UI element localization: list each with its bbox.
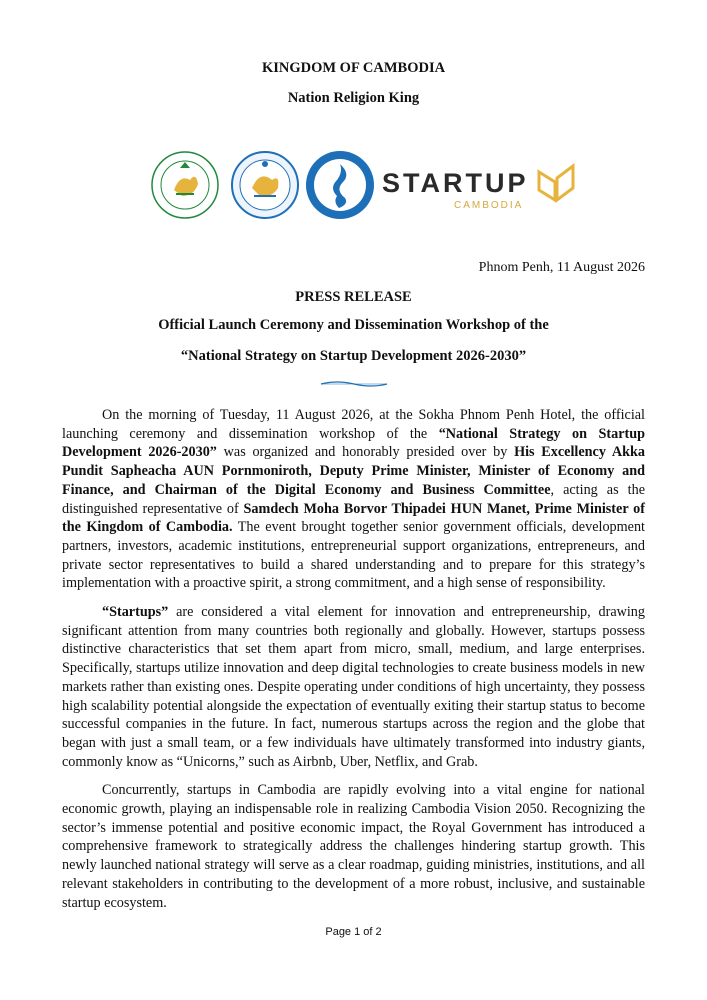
ministry-economy-finance-logo xyxy=(150,150,220,220)
startup-leaf-icon xyxy=(535,162,577,204)
date-line: Phnom Penh, 11 August 2026 xyxy=(478,260,645,275)
startup-wordmark: STARTUP xyxy=(382,167,529,198)
title-line-1: Official Launch Ceremony and Dissemination Workshop of the xyxy=(158,317,549,333)
ministry-seal-logo xyxy=(230,150,300,220)
paragraph-2: “Startups” are considered a vital element for innovation and entrepreneurship, drawing significant attention from many countries both regionally and globally. However, startups possess distinctive characteristics that set them apart from micro, small, medium, and large enterprises. Specifically, startups utilize innovation and deep digital technologies to create business models in new markets rather than existing ones. Despite operating under conditions of high uncertainty, they possess high scalability potential alongside the expectation of eventually exiting their startup status to become successful companies in the future. In fact, numerous startups across the region and the globe that began with just a small team, or a few individuals have ultimately transformed into industry giants, commonly know as “Unicorns,” such as Airbnb, Uber, Netflix, and Grab. xyxy=(62,604,645,770)
logo-row xyxy=(150,150,580,232)
startup-cambodia-logo xyxy=(382,162,577,211)
paragraph-3: Concurrently, startups in Cambodia are rapidly evolving into a vital engine for national economic growth, playing an indispensable role in realizing Cambodia Vision 2050. Recognizing the sector’s immense potential and positive economic impact, the Royal Government has introduced a comprehensive framework to strategically address the challenges hindering startup growth. This newly launched national strategy will serve as a clear roadmap, guiding ministries, institutions, and all relevant stakeholders in contributing to the development of a more robust, inclusive, and sustainable startup ecosystem. xyxy=(62,782,645,911)
motto-heading: Nation Religion King xyxy=(287,90,420,106)
paragraph-1: On the morning of Tuesday, 11 August 2026, at the Sokha Phnom Penh Hotel, the official launching ceremony and dissemination workshop of the “National Strategy on Startup Development 2026-2030” was organized and honorably presided over by His Excellency Akka Pundit Sapheacha AUN Pornmoniroth, Deputy Prime Minister, Minister of Economy and Finance, and Chairman of the Digital Economy and Business Committee, acting as the distinguished representative of Samdech Moha Borvor Thipadei HUN Manet, Prime Minister of the Kingdom of Cambodia. The event brought together senior government officials, development partners, investors, academic institutions, entrepreneurial support organizations, entrepreneurs, and private sector representatives to build a shared understanding and to prepare for this strategy’s implementation with a proactive spirit, a strong commitment, and a high sense of responsibility. xyxy=(62,407,645,592)
kingdom-heading: KINGDOM OF CAMBODIA xyxy=(261,60,446,76)
page-number: Page 1 of 2 xyxy=(325,926,382,938)
title-line-2: “National Strategy on Startup Development 2026-2030” xyxy=(180,348,527,364)
body-text xyxy=(62,406,645,922)
ornamental-divider xyxy=(319,380,389,388)
startup-cambodia-sub: CAMBODIA xyxy=(454,200,524,211)
techo-startup-center-logo xyxy=(305,150,375,220)
press-release-label: PRESS RELEASE xyxy=(295,289,412,305)
